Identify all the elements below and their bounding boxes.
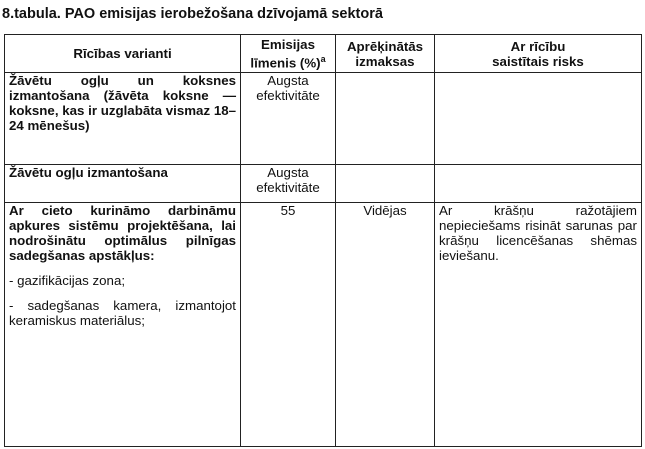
header-costs-line2: izmaksas	[355, 53, 415, 69]
table-row	[5, 203, 642, 447]
header-action-variants-label: Rīcības varianti	[73, 46, 172, 62]
cost-cell	[336, 165, 435, 203]
data-table	[4, 34, 642, 447]
header-emission-unit: līmenis (%)	[250, 55, 321, 71]
emission-cell	[241, 165, 336, 203]
sub-item: - gazifikācijas zona;	[9, 273, 126, 289]
header-emission-line2	[245, 52, 331, 70]
header-associated-risk	[435, 35, 642, 73]
action-text: Ar cieto kurināmo darbināmu apkures sistēmu projektēšana, lai nodrošinātu optimālus pilnīgas sadegšanas apstākļus:	[9, 203, 236, 264]
table-caption: 8.tabula. PAO emisijas ierobežošana dzīvojamā sektorā	[2, 6, 383, 22]
cost-value: Vidējas	[363, 203, 407, 219]
cost-cell	[336, 203, 435, 447]
action-text: Žāvētu ogļu izmantošana	[9, 165, 168, 181]
risk-cell	[435, 165, 642, 203]
header-action-variants	[5, 35, 241, 73]
emission-value: 55	[280, 203, 296, 219]
header-costs-line1: Aprēķinātās	[346, 38, 424, 54]
emission-cell	[241, 203, 336, 447]
action-cell	[5, 203, 241, 447]
header-emission-line1: Emisijas	[261, 37, 315, 52]
header-risk-line1: Ar rīcību	[510, 38, 566, 54]
emission-value: Augsta efektivitāte	[256, 165, 320, 196]
action-cell	[5, 165, 241, 203]
action-text: Žāvētu ogļu un koksnes izmantošana (žāvēta koksne — koksne, kas ir uzglabāta vismaz 18–24 mēnešus)	[9, 73, 236, 134]
risk-cell	[435, 203, 642, 447]
emission-value: Augsta efektivitāte	[256, 73, 320, 104]
action-cell	[5, 73, 241, 165]
risk-cell	[435, 73, 642, 165]
header-emission-level	[241, 35, 336, 73]
risk-value: Ar krāšņu ražotājiem nepieciešams risināt sarunas par krāšņu licencēšanas shēmas ieviešanu.	[439, 203, 637, 264]
table-row	[5, 73, 642, 165]
table-row	[5, 165, 642, 203]
header-estimated-costs	[336, 35, 435, 73]
sub-item: - sadegšanas kamera, izmantojot keramiskus materiālus;	[9, 298, 236, 329]
footnote-marker: a	[320, 54, 326, 64]
header-risk-line2: saistītais risks	[492, 53, 584, 69]
emission-cell	[241, 73, 336, 165]
cost-cell	[336, 73, 435, 165]
table-header-row	[5, 35, 642, 73]
